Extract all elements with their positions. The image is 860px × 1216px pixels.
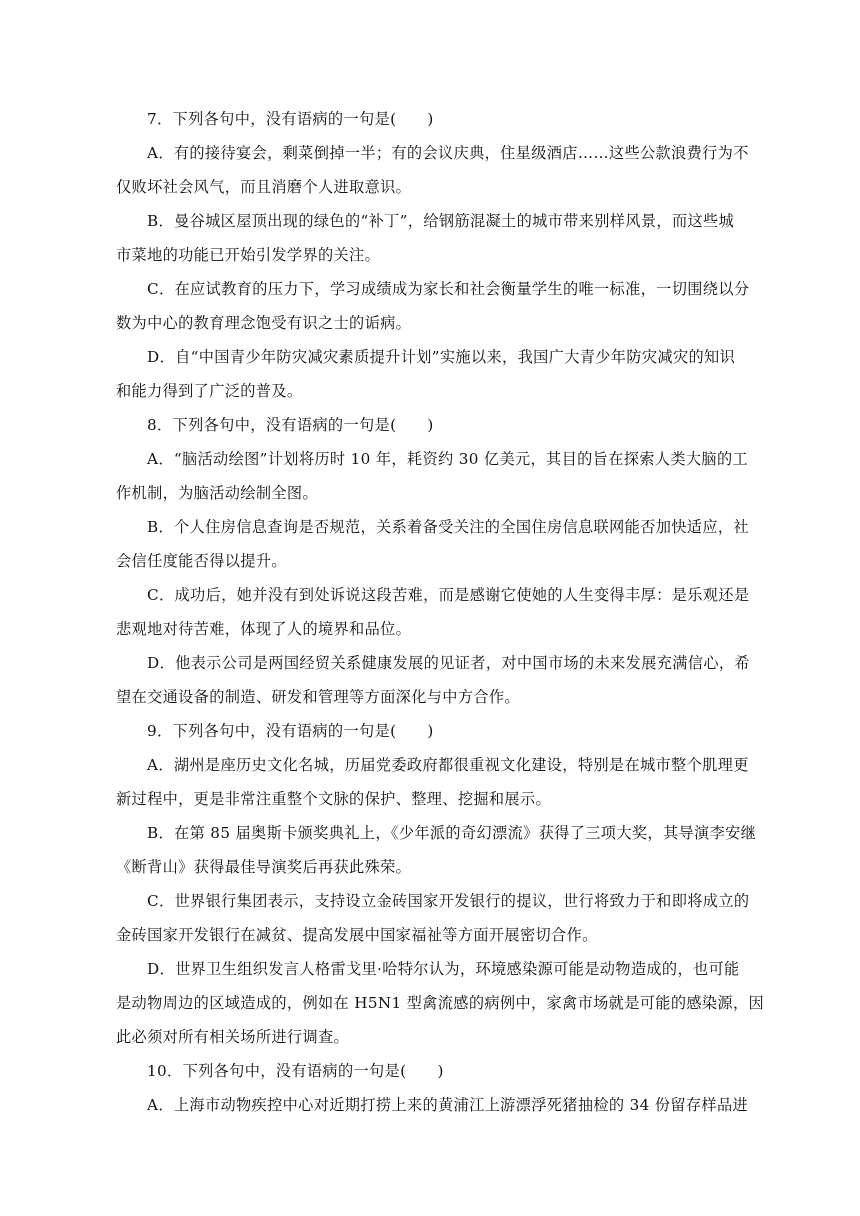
paragraph-first-line: 9．下列各句中，没有语病的一句是( ) — [147, 722, 434, 740]
paragraph-first-line: 10．下列各句中，没有语病的一句是( ) — [147, 1062, 444, 1080]
paragraph-first-line: C．世界银行集团表示，支持设立金砖国家开发银行的提议，世行将致力于和即将成立的 — [147, 892, 750, 910]
paragraph-continuation-line: 金砖国家开发银行在减贫、提高发展中国家福祉等方面开展密切合作。 — [116, 926, 598, 944]
paragraph-first-line: A．“脑活动绘图”计划将历时 10 年，耗资约 30 亿美元，其目的旨在探索人类大脑的工 — [147, 450, 749, 468]
paragraph-continuation-line: 望在交通设备的制造、研发和管理等方面深化与中方合作。 — [116, 688, 520, 706]
paragraph-continuation-line: 是动物周边的区域造成的，例如在 H5N1 型禽流感的病例中，家禽市场就是可能的感染源，因 — [116, 994, 765, 1012]
paragraph-continuation-line: 新过程中，更是非常注重整个文脉的保护、整理、挖掘和展示。 — [116, 790, 552, 808]
paragraph-first-line: 8．下列各句中，没有语病的一句是( ) — [147, 416, 434, 434]
paragraph-first-line: B．个人住房信息查询是否规范，关系着备受关注的全国住房信息联网能否加快适应，社 — [147, 518, 749, 536]
paragraph-first-line: A．有的接待宴会，剩菜倒掉一半；有的会议庆典，住星级酒店……这些公款浪费行为不 — [147, 144, 749, 162]
paragraph-first-line: B．曼谷城区屋顶出现的绿色的“补丁”，给钢筋混凝土的城市带来别样风景，而这些城 — [147, 212, 735, 230]
paragraph-first-line: D．自“中国青少年防灾减灾素质提升计划”实施以来，我国广大青少年防灾减灾的知识 — [147, 348, 736, 366]
paragraph-first-line: C．在应试教育的压力下，学习成绩成为家长和社会衡量学生的唯一标准，一切围绕以分 — [147, 280, 750, 298]
paragraph-first-line: D．世界卫生组织发言人格雷戈里·哈特尔认为，环境感染源可能是动物造成的，也可能 — [147, 960, 740, 978]
paragraph-continuation-line: 仅败坏社会风气，而且消磨个人进取意识。 — [116, 178, 412, 196]
paragraph-continuation-line: 数为中心的教育理念饱受有识之士的诟病。 — [116, 314, 412, 332]
document-page — [116, 102, 765, 1122]
paragraph-first-line: 7．下列各句中，没有语病的一句是( ) — [147, 110, 434, 128]
paragraph-continuation-line: 此必须对所有相关场所进行调查。 — [116, 1028, 350, 1046]
paragraph-continuation-line: 《断背山》获得最佳导演奖后再获此殊荣。 — [116, 858, 412, 876]
paragraph-continuation-line: 悲观地对待苦难，体现了人的境界和品位。 — [116, 620, 412, 638]
paragraph-continuation-line: 作机制，为脑活动绘制全图。 — [116, 484, 318, 502]
paragraph-first-line: B．在第 85 届奥斯卡颁奖典礼上，《少年派的奇幻漂流》获得了三项大奖，其导演李安继 — [147, 824, 757, 842]
paragraph-continuation-line: 市菜地的功能已开始引发学界的关注。 — [116, 246, 381, 264]
paragraph-continuation-line: 和能力得到了广泛的普及。 — [116, 382, 303, 400]
paragraph-first-line: A．湖州是座历史文化名城，历届党委政府都很重视文化建设，特别是在城市整个肌理更 — [147, 756, 749, 774]
paragraph-first-line: A．上海市动物疾控中心对近期打捞上来的黄浦江上游漂浮死猪抽检的 34 份留存样品进 — [147, 1096, 749, 1114]
paragraph-first-line: D．他表示公司是两国经贸关系健康发展的见证者，对中国市场的未来发展充满信心，希 — [147, 654, 750, 672]
paragraph-continuation-line: 会信任度能否得以提升。 — [116, 552, 287, 570]
paragraph-first-line: C．成功后，她并没有到处诉说这段苦难，而是感谢它使她的人生变得丰厚：是乐观还是 — [147, 586, 750, 604]
